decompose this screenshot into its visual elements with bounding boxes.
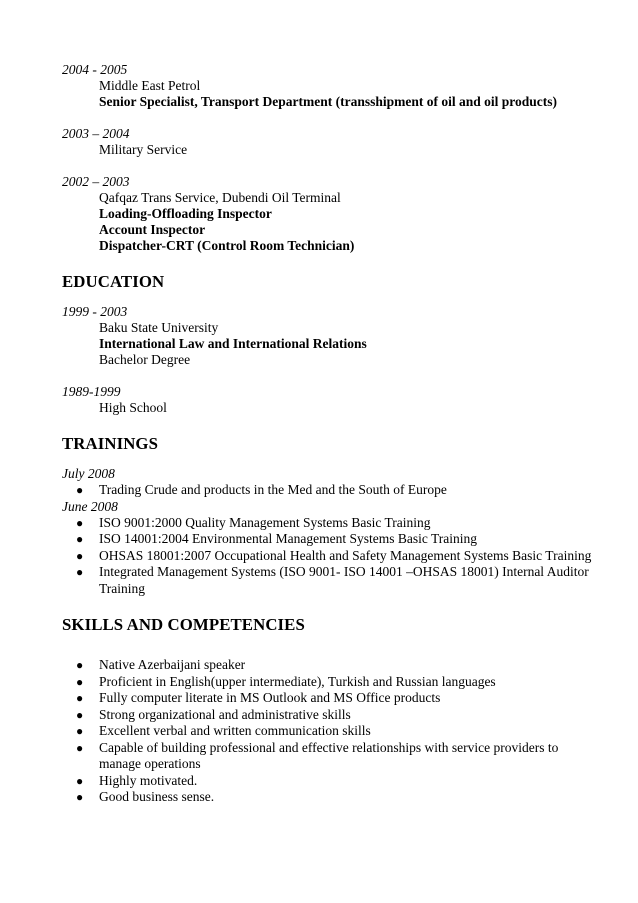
work-period: 2002 – 2003 [62,174,130,189]
bullet-icon: ● [76,773,84,788]
work-title: Loading-Offloading Inspector [99,206,272,221]
work-entry [62,174,602,254]
education-field: International Law and International Relations [99,336,367,351]
list-item [62,707,602,724]
list-item [62,674,602,691]
education-entry [62,384,602,416]
skill-item: Highly motivated. [99,772,198,788]
resume-page [62,62,602,806]
list-item [62,482,602,499]
education-degree: Bachelor Degree [99,352,191,367]
section-heading-trainings: TRAININGS [62,434,159,453]
list-item [62,740,602,773]
work-entry [62,62,602,110]
work-period: 2004 - 2005 [62,62,128,77]
list-item [62,564,602,597]
training-list [62,515,602,598]
bullet-icon: ● [76,515,84,530]
list-item [62,548,602,565]
work-title: Senior Specialist, Transport Department (transshipment of oil and oil products) [99,94,558,109]
skill-item: Excellent verbal and written communication skills [99,723,371,738]
training-list [62,482,602,499]
education-entry [62,304,602,368]
training-date: June 2008 [62,498,118,514]
work-period: 2003 – 2004 [62,126,130,141]
bullet-icon: ● [76,565,84,579]
training-item: ISO 9001:2000 Quality Management Systems Basic Training [99,514,431,530]
section-heading-skills: SKILLS AND COMPETENCIES [62,615,305,634]
training-item: OHSAS 18001:2007 Occupational Health and Safety Management Systems Basic Training [99,547,592,563]
bullet-icon: ● [76,707,84,722]
bullet-icon: ● [76,548,84,563]
skill-item: Capable of building professional and effective relationships with service providers to manage operations [99,739,559,771]
training-item: Trading Crude and products in the Med and the South of Europe [99,482,447,497]
skill-item: Fully computer literate in MS Outlook and MS Office products [99,690,441,705]
list-item [62,515,602,532]
list-item [62,789,602,806]
work-org: Middle East Petrol [99,78,201,93]
bullet-icon: ● [76,790,84,804]
education-school: High School [99,400,167,415]
skills-list [62,657,602,806]
section-heading-education: EDUCATION [62,272,165,291]
bullet-icon: ● [76,691,84,705]
work-title: Dispatcher-CRT (Control Room Technician) [99,238,355,253]
training-item: ISO 14001:2004 Environmental Management Systems Basic Training [99,531,477,546]
bullet-icon: ● [76,724,84,738]
training-date: July 2008 [62,466,115,481]
bullet-icon: ● [76,740,84,755]
work-org: Qafqaz Trans Service, Dubendi Oil Terminal [99,190,341,205]
list-item [62,531,602,548]
list-item [62,690,602,707]
education-period: 1989-1999 [62,384,121,399]
work-org: Military Service [99,142,188,157]
skill-item: Good business sense. [99,789,215,804]
skill-item: Proficient in English(upper intermediate), Turkish and Russian languages [99,673,496,689]
bullet-icon: ● [76,532,84,546]
list-item [62,773,602,790]
bullet-icon: ● [76,658,84,672]
work-entry [62,126,602,158]
education-period: 1999 - 2003 [62,304,128,319]
training-item: Integrated Management Systems (ISO 9001- ISO 14001 –OHSAS 18001) Internal Auditor Training [99,564,589,596]
bullet-icon: ● [76,674,84,689]
bullet-icon: ● [76,483,84,497]
education-school: Baku State University [99,320,219,335]
list-item [62,723,602,740]
list-item [62,657,602,674]
skill-item: Strong organizational and administrative skills [99,706,351,722]
work-title: Account Inspector [99,222,206,237]
skill-item: Native Azerbaijani speaker [99,657,246,672]
